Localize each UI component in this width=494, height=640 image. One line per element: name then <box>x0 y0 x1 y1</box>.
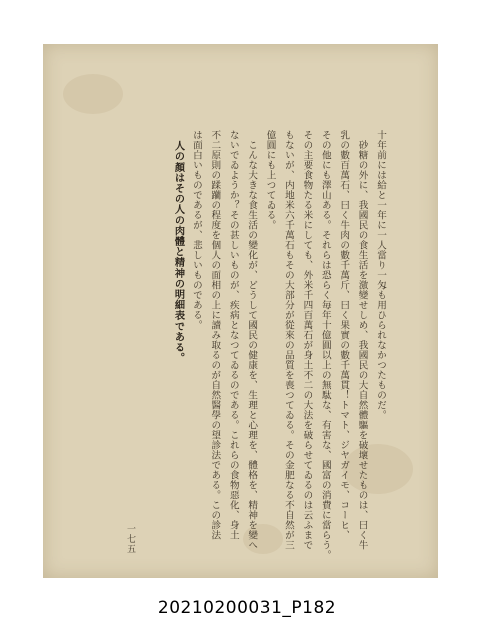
paper-stain <box>63 74 123 114</box>
text-line: その他にも澤山ある。それらは恐らく毎年十億圓以上の無駄な、有害な、國富の消費に當らう。 <box>319 130 331 560</box>
text-line: 乳の數百萬石、曰く牛肉の數千萬斤、曰く果實の數千萬貫！トマト、ジヤガイモ、コーヒ、 <box>338 130 350 540</box>
text-line: ないでゐようか？その甚しいものが、疾病となつてゐるのである。これらの食物惡化、身土 <box>227 130 239 540</box>
text-line: もないが、内地米六千萬石もその大部分が從來の品質を喪つてゐる。その金肥なる不自然が三 <box>282 130 294 550</box>
text-line: 十年前には給と一年に一人當り一匁も用ひられなかつたものだ。 <box>375 130 386 420</box>
image-caption: 20210200031_P182 <box>157 598 337 618</box>
text-line: は面白いものであるが、悲しいものである。 <box>190 130 202 330</box>
text-line: 不二原則の蹂躪の程度を個人の面相の上に讀み取るのが自然醫學の望診法である。この診法 <box>209 130 221 540</box>
page-number: 一七五 <box>125 524 135 554</box>
text-line: 砂糖の外に、我國民の食生活を激變せしめ、我國民の大自然體驅を破壞せたものは、曰く牛 <box>356 130 368 550</box>
text-line: 億圓にも上つてゐる。 <box>264 130 276 230</box>
text-line: その主要食物たる米にしても、外米千四百萬石が身土不二の大法を破らせてゐるのは云ふまで <box>301 130 313 550</box>
text-line: こんな大きな食生活の變化が、どうして國民の健康を、生理と心理を、體格を、精神を變へ <box>246 130 258 550</box>
emphasis-line: 人の顏はその人の肉體と精神の明細表である。 <box>172 130 184 364</box>
